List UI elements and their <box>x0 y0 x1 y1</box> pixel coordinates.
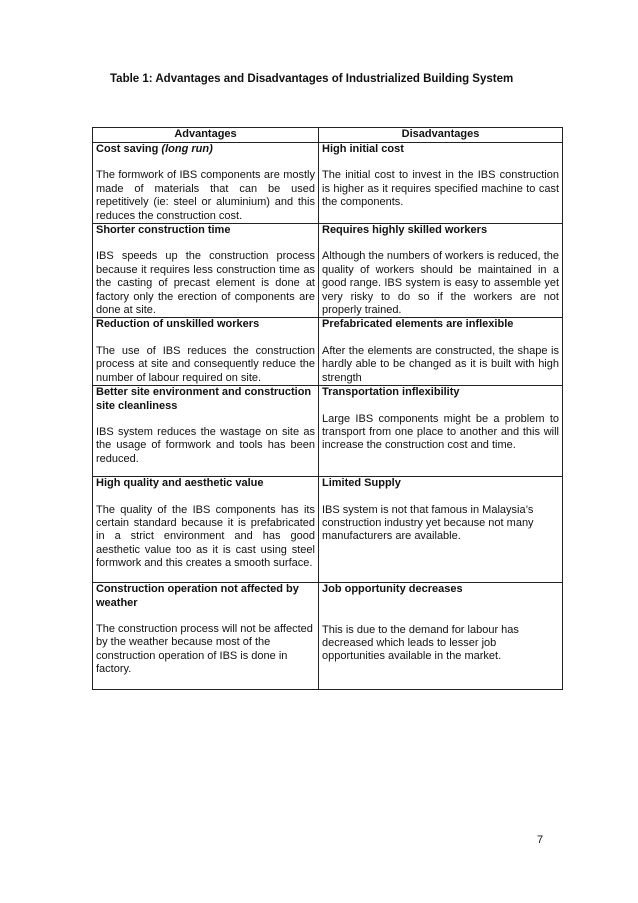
table-row <box>93 143 563 224</box>
advantage-description: The use of IBS reduces the construction process at site and consequently reduce the number of labour required on site. <box>96 344 315 384</box>
advantages-disadvantages-table <box>92 127 563 690</box>
table-header-row <box>93 128 563 143</box>
disadvantage-cell <box>319 143 563 224</box>
advantage-title: Reduction of unskilled workers <box>96 318 260 331</box>
advantage-cell <box>93 224 319 318</box>
advantage-title: Shorter construction time <box>96 224 231 237</box>
advantage-description: IBS speeds up the construction process because it requires less construction time as the casting of precast element is done at factory only the erection of components are done at site. <box>96 250 315 317</box>
table-row <box>93 477 563 583</box>
advantage-cell <box>93 318 319 386</box>
disadvantage-cell <box>319 224 563 318</box>
advantage-description: IBS system reduces the wastage on site as the usage of formwork and tools has been reduced. <box>96 425 315 465</box>
header-disadvantages: Disadvantages <box>319 128 563 143</box>
disadvantage-cell <box>319 318 563 386</box>
header-advantages: Advantages <box>93 128 319 143</box>
advantage-description: The formwork of IBS components are mostly made of materials that can be used repetitively (ie: steel or aluminium) and this reduces the construction cost. <box>96 169 315 222</box>
disadvantage-title: Transportation inflexibility <box>322 386 460 399</box>
advantage-title: High quality and aesthetic value <box>96 477 264 490</box>
advantage-description: The construction process will not be affected by the weather because most of the construction operation of IBS is done in factory. <box>96 622 313 676</box>
advantage-title: Better site environment and construction site cleanliness <box>96 386 312 412</box>
table-row <box>93 224 563 318</box>
advantage-cell <box>93 386 319 477</box>
disadvantage-title: Job opportunity decreases <box>322 583 463 596</box>
advantage-title: Cost saving (long run) <box>96 143 213 155</box>
disadvantage-title: Prefabricated elements are inflexible <box>322 318 514 331</box>
table-caption: Table 1: Advantages and Disadvantages of Industrialized Building System <box>110 73 514 85</box>
advantage-description: The quality of the IBS components has its certain standard because it is prefabricated in a strict environment and has good aesthetic value too as it is cast using steel formwork and this creates a smooth surface. <box>96 503 315 570</box>
disadvantage-description: The initial cost to invest in the IBS construction is higher as it requires specified machine to cast the components. <box>322 169 559 209</box>
table-row <box>93 386 563 477</box>
disadvantage-description: Large IBS components might be a problem to transport from one place to another and this will increase the construction cost and time. <box>322 412 559 452</box>
disadvantage-description: IBS system is not that famous in Malaysia’s construction industry yet because not many manufacturers are available. <box>322 503 534 543</box>
disadvantage-title: Limited Supply <box>322 477 401 490</box>
disadvantage-cell <box>319 386 563 477</box>
disadvantage-description: After the elements are constructed, the shape is hardly able to be changed as it is built with high strength <box>322 344 559 384</box>
disadvantage-cell <box>319 477 563 583</box>
disadvantage-title: Requires highly skilled workers <box>322 224 488 237</box>
advantage-cell <box>93 143 319 224</box>
table-row <box>93 583 563 690</box>
disadvantage-description: Although the numbers of workers is reduced, the quality of workers should be maintained in a good range. IBS system is easy to assemble yet very risky to do so if the workers are not properly trained. <box>322 250 559 317</box>
disadvantage-title: High initial cost <box>322 143 404 155</box>
page-number: 7 <box>537 834 544 846</box>
advantage-cell <box>93 477 319 583</box>
disadvantage-description: This is due to the demand for labour has decreased which leads to lesser job opportunities available in the market. <box>322 623 519 663</box>
disadvantage-cell <box>319 583 563 690</box>
advantage-title-qualifier: (long run) <box>161 143 213 155</box>
table-row <box>93 318 563 386</box>
advantage-title: Construction operation not affected by weather <box>96 583 299 609</box>
advantage-cell <box>93 583 319 690</box>
